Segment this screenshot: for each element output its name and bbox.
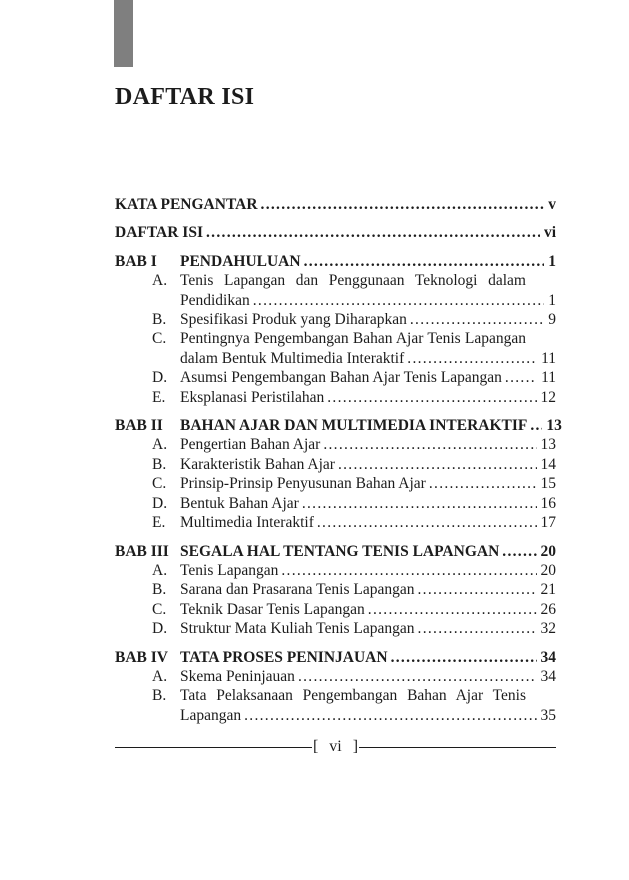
subentry-title: Skema Peninjauan (180, 667, 295, 685)
toc-entry-title: DAFTAR ISI (115, 224, 203, 242)
subentry-letter: B. (152, 455, 167, 473)
toc-entry-title: KATA PENGANTAR (115, 196, 258, 213)
subentry-letter: A. (152, 667, 168, 685)
subentry-letter: B. (152, 687, 167, 705)
subentry-letter: D. (152, 494, 168, 512)
toc-subentry (115, 368, 556, 387)
subentry-page: 11 (541, 349, 556, 367)
subentry-page: 34 (540, 667, 556, 685)
subentry-title: dalam Bentuk Multimedia Interaktif (180, 349, 405, 367)
toc-subentry (115, 513, 556, 532)
dot-leader (391, 648, 537, 667)
dot-leader (502, 542, 536, 561)
dot-leader (429, 474, 537, 493)
dot-leader (304, 252, 545, 271)
subentry-letter: D. (152, 620, 168, 638)
dot-leader (418, 619, 537, 638)
toc-subentry (115, 435, 556, 454)
subentry-body (180, 329, 556, 368)
subentry-letter: E. (152, 514, 166, 532)
subentry-line1: Pentingnya Pengembangan Bahan Ajar Tenis Lapangan (180, 330, 526, 348)
toc-chapter-row (115, 252, 556, 271)
subentry-page: 1 (548, 291, 556, 309)
subentry-letter: C. (152, 600, 167, 618)
subentry-letter: A. (152, 272, 168, 290)
chapter-label: BAB II (115, 417, 163, 435)
subentry-title: Struktur Mata Kuliah Tenis Lapangan (180, 620, 415, 638)
page-number: [ vi ] (312, 738, 359, 755)
dot-leader (407, 349, 537, 368)
toc-subentry (115, 310, 556, 329)
subentry-line1: Tenis Lapangan dan Penggunaan Teknologi dalam (180, 272, 526, 290)
subentry-page: 20 (540, 561, 556, 579)
subentry-letter: C. (152, 330, 167, 348)
subentry-title: Lapangan (180, 706, 242, 724)
toc-subentry (115, 600, 556, 619)
subentry-letter: E. (152, 388, 166, 406)
dot-leader (530, 416, 542, 435)
toc-subentry (115, 271, 556, 310)
toc-subentry (115, 619, 556, 638)
subentry-body (180, 686, 556, 725)
dot-leader (281, 561, 536, 580)
chapter-title: SEGALA HAL TENTANG TENIS LAPANGAN (180, 542, 500, 560)
toc-entry-page: vi (543, 224, 556, 242)
toc-subentry (115, 580, 556, 599)
chapter-page: 13 (546, 417, 562, 435)
dot-leader (327, 388, 536, 407)
subentry-letter: A. (152, 436, 168, 454)
footer-rule-left (115, 747, 312, 748)
toc-entry-page: v (548, 196, 556, 213)
table-of-contents (115, 186, 562, 725)
toc-chapter-row (115, 542, 556, 561)
subentry-page: 13 (540, 436, 556, 454)
subentry-page: 35 (540, 706, 556, 724)
subentry-title: Asumsi Pengembangan Bahan Ajar Tenis Lapangan (180, 369, 502, 387)
subentry-letter: A. (152, 561, 168, 579)
page-footer (115, 738, 556, 756)
subentry-page: 26 (540, 600, 556, 618)
dot-leader (261, 195, 545, 214)
subentry-title: Prinsip-Prinsip Penyusunan Bahan Ajar (180, 475, 426, 493)
dot-leader (244, 706, 536, 725)
toc-subentry (115, 474, 556, 493)
toc-subentry (115, 455, 556, 474)
subentry-title: Multimedia Interaktif (180, 514, 314, 532)
dot-leader (302, 494, 537, 513)
subentry-title: Pendidikan (180, 291, 250, 309)
chapter-title: TATA PROSES PENINJAUAN (180, 648, 388, 666)
toc-subentry (115, 667, 556, 686)
toc-subentry (115, 686, 556, 725)
subentry-page: 21 (540, 581, 556, 599)
dot-leader (206, 223, 540, 242)
toc-subentry (115, 388, 556, 407)
subentry-title: Teknik Dasar Tenis Lapangan (180, 600, 365, 618)
subentry-page: 17 (540, 514, 556, 532)
dot-leader (298, 667, 537, 686)
chapter-title: PENDAHULUAN (180, 252, 301, 270)
dot-leader (417, 580, 536, 599)
chapter-tab-marker (114, 0, 133, 67)
subentry-line1: Tata Pelaksanaan Pengembangan Bahan Ajar Tenis (180, 687, 526, 705)
toc-chapter-row (115, 648, 556, 667)
subentry-page: 16 (540, 494, 556, 512)
chapter-label: BAB I (115, 252, 157, 270)
subentry-letter: B. (152, 581, 167, 599)
subentry-title: Bentuk Bahan Ajar (180, 494, 299, 512)
toc-chapter-row (115, 416, 562, 435)
toc-subentry (115, 494, 556, 513)
chapter-page: 20 (540, 542, 556, 560)
toc-entry-daftar-isi (115, 223, 556, 242)
subentry-title: Pengertian Bahan Ajar (180, 436, 321, 454)
dot-leader (317, 513, 537, 532)
subentry-title: Tenis Lapangan (180, 561, 279, 579)
subentry-page: 15 (540, 475, 556, 493)
chapter-label: BAB III (115, 542, 169, 560)
subentry-title: Karakteristik Bahan Ajar (180, 455, 335, 473)
chapter-title: BAHAN AJAR DAN MULTIMEDIA INTERAKTIF (180, 417, 528, 435)
dot-leader (410, 310, 544, 329)
subentry-title: Sarana dan Prasarana Tenis Lapangan (180, 581, 415, 599)
toc-subentry (115, 561, 556, 580)
subentry-page: 11 (541, 369, 556, 387)
dot-leader (253, 291, 545, 310)
dot-leader (338, 455, 537, 474)
dot-leader (368, 600, 537, 619)
toc-subentry (115, 329, 556, 368)
subentry-title: Spesifikasi Produk yang Diharapkan (180, 311, 407, 329)
toc-entry-kata-pengantar (115, 195, 556, 214)
chapter-page: 1 (548, 252, 556, 270)
subentry-title: Eksplanasi Peristilahan (180, 388, 325, 406)
subentry-page: 14 (540, 455, 556, 473)
subentry-page: 32 (540, 620, 556, 638)
dot-leader (323, 435, 536, 454)
footer-rule-right (359, 747, 556, 748)
subentry-page: 9 (548, 311, 556, 329)
chapter-page: 34 (540, 648, 556, 666)
page-title: DAFTAR ISI (115, 84, 255, 110)
subentry-page: 12 (540, 388, 556, 406)
subentry-letter: C. (152, 475, 167, 493)
chapter-label: BAB IV (115, 648, 168, 666)
dot-leader (505, 368, 537, 387)
subentry-body (180, 271, 556, 310)
subentry-letter: D. (152, 369, 168, 387)
subentry-letter: B. (152, 311, 167, 329)
